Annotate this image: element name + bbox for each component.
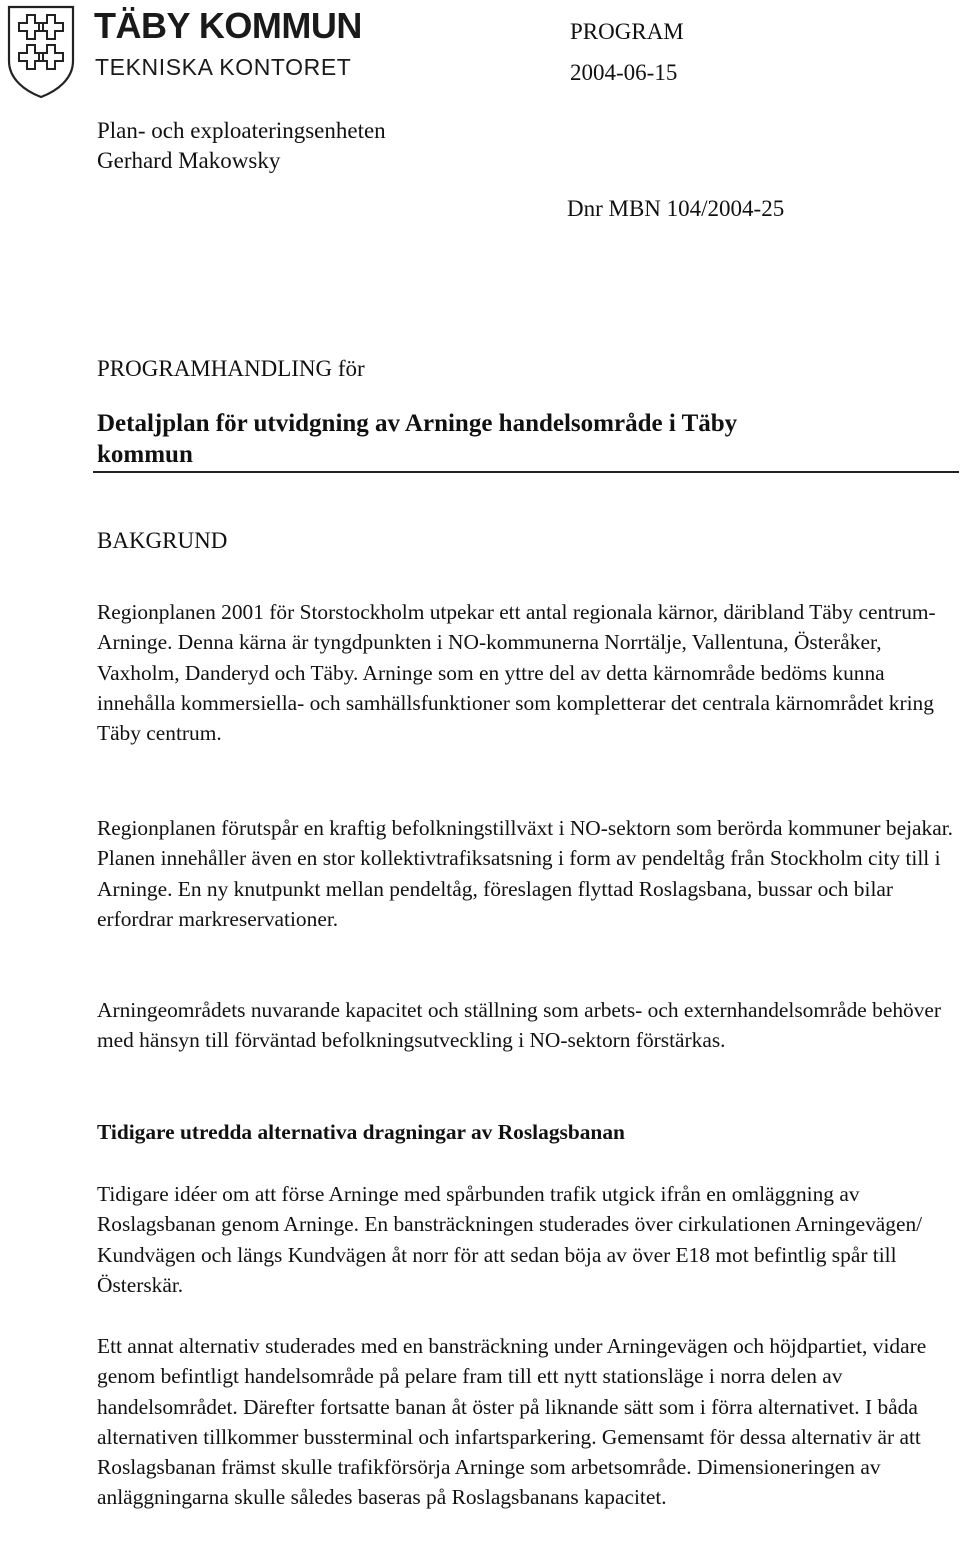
document-type: PROGRAM (570, 19, 684, 44)
subsection-heading: Tidigare utredda alternativa dragningar av Roslagsbanan (97, 1120, 625, 1144)
page-title (97, 408, 917, 470)
sender-name: Gerhard Makowsky (97, 148, 281, 173)
title-line: Detaljplan för utvidgning av Arninge handelsområde i Täby (97, 410, 738, 437)
taby-kommun-crest-icon (3, 3, 79, 99)
document-date: 2004-06-15 (570, 60, 678, 85)
paragraph: Regionplanen förutspår en kraftig befolkningstillväxt i NO-sektorn som berörda kommuner bejakar. Planen innehåller även en stor kollektivtrafiksatsning i form av pendeltåg från Stockholm city till i Arninge. En ny knutpunkt mellan pendeltåg, föreslagen flyttad Roslagsbana, bussar och bilar erfordrar markreservationer. (97, 816, 954, 931)
title-line: kommun (97, 441, 193, 468)
paragraph: Arningeområdets nuvarande kapacitet och ställning som arbets- och externhandelsområde behöver med hänsyn till förväntad befolkningsutveckling i NO-sektorn förstärkas. (97, 998, 942, 1053)
program-label: PROGRAMHANDLING för (97, 356, 365, 381)
paragraph: Ett annat alternativ studerades med en bansträckning under Arningevägen och höjdpartiet, vidare genom befintligt handelsområde på pelare fram till ett nytt stationsläge i norra delen av handelsområdet. Därefter fortsatte banan åt öster på liknande sätt som i förra alternativet. I båda alternativen tillkommer bussterminal och infartsparkering. Gemensamt för dessa alternativ är att Roslagsbanan främst skulle trafikförsörja Arninge som arbetsområde. Dimensioneringen av anläggningarna skulle således baseras på Roslagsbanans kapacitet. (97, 1334, 927, 1510)
sender-unit: Plan- och exploateringsenheten (97, 118, 386, 143)
title-divider (93, 471, 959, 473)
paragraph: Regionplanen 2001 för Storstockholm utpekar ett antal regionala kärnor, däribland Täby centrum- Arninge. Denna kärna är tyngdpunkten i NO-kommunerna Norrtälje, Vallentuna, Österåker, Vaxholm, Danderyd och Täby. Arninge som en yttre del av detta kärnområde bedöms kunna innehålla kommersiella- och samhällsfunktioner som kompletterar det centrala kärnområdet kring Täby centrum. (97, 600, 936, 746)
paragraph: Tidigare idéer om att förse Arninge med spårbunden trafik utgick ifrån en omläggning av Roslagsbanan genom Arninge. En bansträckningen studerades över cirkulationen Arningevägen/ Kundvägen och längs Kundvägen åt norr för att sedan böja av över E18 mot befintlig spår till Österskär. (97, 1182, 923, 1297)
section-heading: BAKGRUND (97, 528, 228, 553)
organization-name: TÄBY KOMMUN (94, 5, 362, 46)
registration-number: Dnr MBN 104/2004-25 (567, 196, 785, 221)
sender-block (97, 116, 386, 176)
organization-department: TEKNISKA KONTORET (95, 54, 352, 80)
